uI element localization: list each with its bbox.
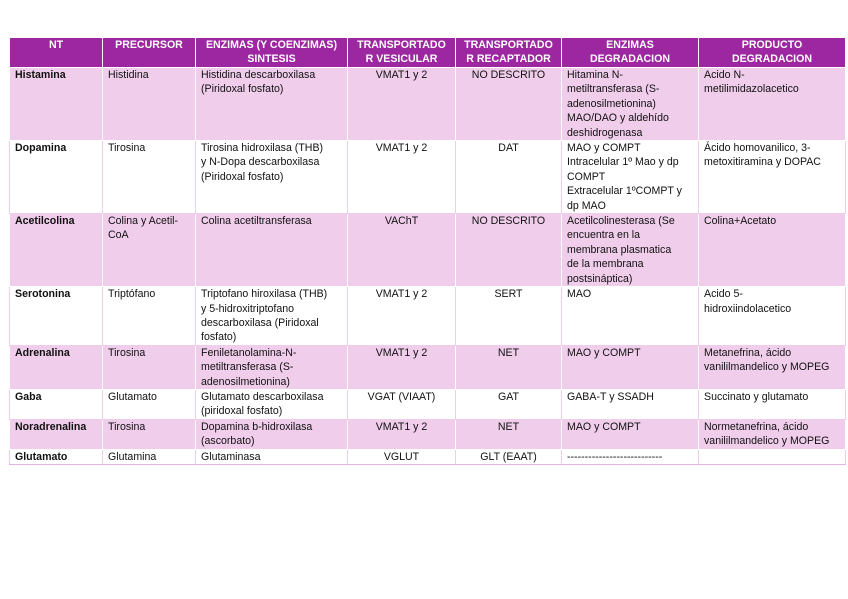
neurotransmitter-table (9, 37, 846, 465)
cell-precursor: Triptófano (103, 287, 196, 346)
cell-recaptador: NET (456, 345, 562, 389)
cell-vesicular: VGAT (VIAAT) (348, 389, 456, 419)
table-row (10, 419, 846, 449)
table-row (10, 449, 846, 464)
table-row (10, 345, 846, 389)
cell-producto: Metanefrina, ácido vanililmandelico y MOPEG (699, 345, 846, 389)
cell-precursor: Glutamato (103, 389, 196, 419)
cell-nt: Noradrenalina (10, 419, 103, 449)
cell-nt: Acetilcolina (10, 214, 103, 287)
cell-precursor: Tirosina (103, 419, 196, 449)
cell-vesicular: VMAT1 y 2 (348, 68, 456, 141)
cell-degradacion: GABA-T y SSADH (562, 389, 699, 419)
cell-precursor: Tirosina (103, 345, 196, 389)
cell-nt: Histamina (10, 68, 103, 141)
cell-nt: Gaba (10, 389, 103, 419)
cell-nt: Serotonina (10, 287, 103, 346)
cell-producto: Normetanefrina, ácido vanililmandelico y MOPEG (699, 419, 846, 449)
cell-vesicular: VMAT1 y 2 (348, 419, 456, 449)
cell-producto: Acido 5- hidroxiindolacetico (699, 287, 846, 346)
cell-precursor: Glutamina (103, 449, 196, 464)
cell-producto (699, 449, 846, 464)
cell-sintesis: Tirosina hidroxilasa (THB) y N-Dopa descarboxilasa (Piridoxal fosfato) (196, 141, 348, 214)
cell-sintesis: Glutamato descarboxilasa (piridoxal fosfato) (196, 389, 348, 419)
header-nt: NT (10, 38, 103, 68)
cell-degradacion: MAO y COMPT Intracelular 1º Mao y dp COMPT Extracelular 1ºCOMPT y dp MAO (562, 141, 699, 214)
header-producto-degradacion: PRODUCTO DEGRADACION (699, 38, 846, 68)
cell-degradacion: MAO y COMPT (562, 419, 699, 449)
header-enzimas-sintesis: ENZIMAS (Y COENZIMAS) SINTESIS (196, 38, 348, 68)
cell-sintesis: Colina acetiltransferasa (196, 214, 348, 287)
cell-degradacion: MAO (562, 287, 699, 346)
table-row (10, 214, 846, 287)
header-transportador-vesicular: TRANSPORTADO R VESICULAR (348, 38, 456, 68)
cell-recaptador: NO DESCRITO (456, 214, 562, 287)
cell-vesicular: VAChT (348, 214, 456, 287)
table-row (10, 141, 846, 214)
cell-sintesis: Dopamina b-hidroxilasa (ascorbato) (196, 419, 348, 449)
header-transportador-recaptador: TRANSPORTADO R RECAPTADOR (456, 38, 562, 68)
cell-degradacion: MAO y COMPT (562, 345, 699, 389)
cell-recaptador: GAT (456, 389, 562, 419)
cell-sintesis: Triptofano hiroxilasa (THB) y 5-hidroxitriptofano descarboxilasa (Piridoxal fosfato) (196, 287, 348, 346)
cell-recaptador: GLT (EAAT) (456, 449, 562, 464)
cell-producto: Succinato y glutamato (699, 389, 846, 419)
cell-sintesis: Glutaminasa (196, 449, 348, 464)
cell-producto: Colina+Acetato (699, 214, 846, 287)
cell-recaptador: NO DESCRITO (456, 68, 562, 141)
cell-recaptador: NET (456, 419, 562, 449)
cell-recaptador: SERT (456, 287, 562, 346)
table-row (10, 389, 846, 419)
table-row (10, 68, 846, 141)
cell-vesicular: VMAT1 y 2 (348, 141, 456, 214)
cell-producto: Ácido homovanilico, 3- metoxitiramina y DOPAC (699, 141, 846, 214)
cell-nt: Adrenalina (10, 345, 103, 389)
header-row (10, 38, 846, 68)
cell-nt: Glutamato (10, 449, 103, 464)
cell-degradacion: Hitamina N- metiltransferasa (S- adenosilmetionina) MAO/DAO y aldehído deshidrogenasa (562, 68, 699, 141)
cell-sintesis: Feniletanolamina-N- metiltransferasa (S- adenosilmetionina) (196, 345, 348, 389)
cell-sintesis: Histidina descarboxilasa (Piridoxal fosfato) (196, 68, 348, 141)
header-enzimas-degradacion: ENZIMAS DEGRADACION (562, 38, 699, 68)
cell-precursor: Tirosina (103, 141, 196, 214)
cell-vesicular: VMAT1 y 2 (348, 287, 456, 346)
cell-vesicular: VMAT1 y 2 (348, 345, 456, 389)
cell-vesicular: VGLUT (348, 449, 456, 464)
cell-degradacion: Acetilcolinesterasa (Se encuentra en la membrana plasmatica de la membrana postsináptica) (562, 214, 699, 287)
cell-recaptador: DAT (456, 141, 562, 214)
table-row (10, 287, 846, 346)
cell-nt: Dopamina (10, 141, 103, 214)
cell-producto: Acido N- metilimidazolacetico (699, 68, 846, 141)
cell-precursor: Histidina (103, 68, 196, 141)
cell-precursor: Colina y Acetil- CoA (103, 214, 196, 287)
cell-degradacion: --------------------------- (562, 449, 699, 464)
header-precursor: PRECURSOR (103, 38, 196, 68)
